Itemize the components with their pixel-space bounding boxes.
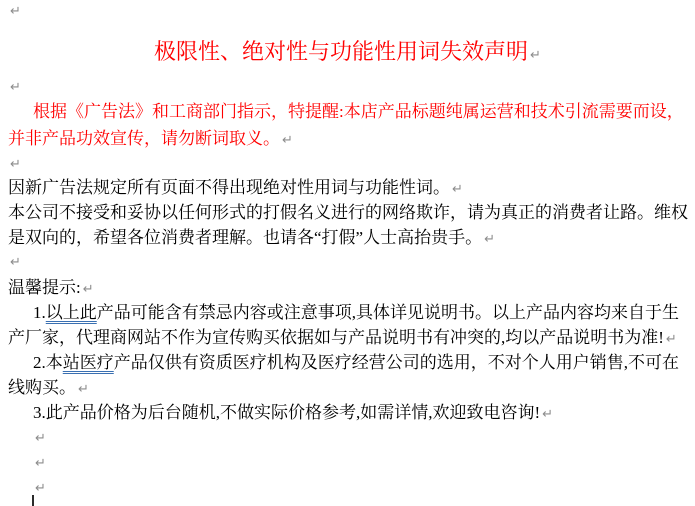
red-notice-line-2[interactable]	[8, 129, 293, 151]
item-1-text-2: 产厂家，代理商网站不作为宣传购买依据如与产品说明书有冲突的,均以产品说明书为准!	[8, 328, 664, 347]
pilcrow-icon: ↵	[530, 48, 541, 63]
pilcrow-icon: ↵	[10, 255, 21, 270]
empty-paragraph[interactable]	[8, 253, 21, 271]
empty-paragraph[interactable]	[33, 454, 46, 472]
red-notice-line-1[interactable]	[33, 102, 684, 122]
red-notice-text-1: 根据《广告法》和工商部门指示，特提醒:本店产品标题纯属运营和技术引流需要而设，	[33, 102, 684, 121]
item-3-text: 3.此产品价格为后台随机,不做实际价格参考,如需详情,欢迎致电咨询!	[33, 403, 541, 422]
red-notice-text-2: 并非产品功效宣传，请勿断词取义。	[8, 129, 280, 148]
empty-paragraph[interactable]	[33, 479, 46, 497]
pilcrow-icon: ↵	[452, 182, 463, 197]
pilcrow-icon: ↵	[484, 232, 495, 247]
empty-paragraph[interactable]	[8, 2, 21, 20]
item-2-grammar-underline: 站医疗	[62, 353, 114, 372]
empty-paragraph[interactable]	[8, 155, 21, 173]
list-item-3[interactable]	[33, 403, 553, 425]
document-title[interactable]	[0, 38, 695, 70]
list-item-1-line-2[interactable]	[8, 328, 677, 350]
pilcrow-icon: ↵	[35, 431, 46, 446]
item-2-text-2: 线购买。	[8, 378, 76, 397]
paragraph-company-line-2[interactable]	[8, 228, 495, 250]
tips-heading[interactable]	[8, 278, 94, 300]
item-1-grammar-underline: 以上此	[45, 303, 97, 322]
list-item-2-line-2[interactable]	[8, 378, 89, 400]
paragraph-ad-law[interactable]	[8, 178, 463, 200]
paragraph-company-line-1[interactable]	[8, 203, 688, 223]
paragraph-company-text-1: 本公司不接受和妥协以任何形式的打假名义进行的网络欺诈，请为真正的消费者让路。维权	[8, 203, 688, 222]
empty-paragraph[interactable]	[33, 429, 46, 447]
empty-paragraph[interactable]	[8, 78, 21, 96]
item-1-text: 产品可能含有禁忌内容或注意事项,具体详见说明书。以上产品内容均来自于生	[96, 303, 679, 322]
pilcrow-icon: ↵	[10, 157, 21, 172]
pilcrow-icon: ↵	[282, 133, 293, 148]
item-2-lead: 2.本	[33, 353, 63, 372]
document-title-text: 极限性、绝对性与功能性用词失效声明	[154, 39, 529, 64]
pilcrow-icon: ↵	[35, 481, 46, 496]
text-cursor	[32, 495, 34, 506]
pilcrow-icon: ↵	[82, 282, 94, 297]
paragraph-ad-law-text: 因新广告法规定所有页面不得出现绝对性用词与功能性词。	[8, 178, 450, 197]
pilcrow-icon: ↵	[10, 80, 21, 95]
list-item-1-line-1[interactable]	[33, 303, 679, 323]
item-1-lead: 1.	[33, 303, 46, 322]
tips-heading-text: 温馨提示:	[8, 278, 81, 297]
item-2-text: 产品仅供有资质医疗机构及医疗经营公司的选用，不对个人用户销售,不可在	[113, 353, 679, 372]
pilcrow-icon: ↵	[78, 382, 89, 397]
paragraph-company-text-2: 是双向的，希望各位消费者理解。也请各“打假”人士高抬贵手。	[8, 228, 483, 247]
list-item-2-line-1[interactable]	[33, 353, 679, 373]
pilcrow-icon: ↵	[10, 4, 21, 19]
pilcrow-icon: ↵	[665, 332, 677, 347]
pilcrow-icon: ↵	[542, 407, 554, 422]
pilcrow-icon: ↵	[35, 456, 46, 471]
